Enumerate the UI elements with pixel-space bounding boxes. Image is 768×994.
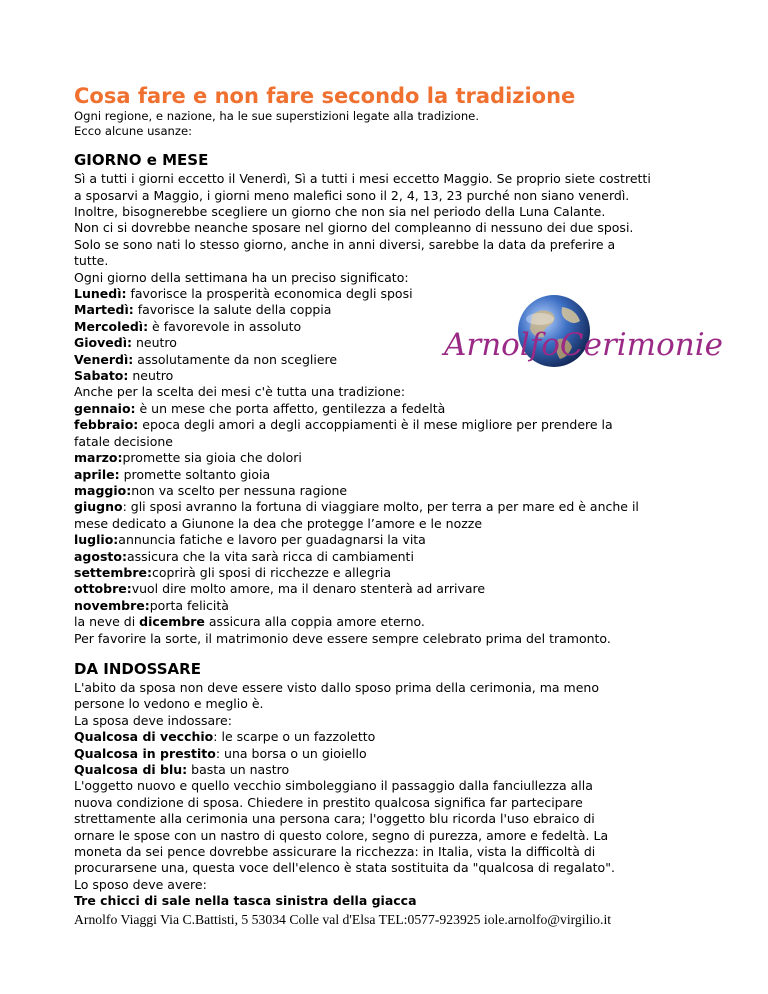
bold-term: Giovedì: <box>74 335 132 351</box>
section-heading-giorno-mese: GIORNO e MESE <box>74 151 209 170</box>
line-text: La sposa deve indossare: <box>74 712 232 728</box>
line-text: annuncia fatiche e lavoro per guadagnarsi la vita <box>118 532 426 548</box>
text-line <box>74 483 714 499</box>
line-text: a sposarvi a Maggio, i giorni meno malefici sono il 2, 4, 13, 23 purché non siano venerdì. <box>74 187 630 203</box>
line-text: non va scelto per nessuna ragione <box>131 482 348 498</box>
text-line <box>74 746 714 762</box>
line-text: Non ci si dovrebbe neanche sposare nel giorno del compleanno di nessuno dei due sposi. <box>74 220 634 236</box>
bold-term: Mercoledì: <box>74 318 149 334</box>
line-text: nuova condizione di sposa. Chiedere in prestito qualcosa significa far partecipare <box>74 794 583 810</box>
text-line <box>74 680 714 696</box>
text-line <box>74 795 714 811</box>
page-title: Cosa fare e non fare secondo la tradizione <box>74 84 576 108</box>
text-line <box>74 532 714 548</box>
line-text: porta felicità <box>149 597 229 613</box>
line-text: L'abito da sposa non deve essere visto dallo sposo prima della cerimonia, ma meno <box>74 679 599 695</box>
line-text: promette soltanto gioia <box>119 466 271 482</box>
line-text: Ogni giorno della settimana ha un preciso significato: <box>74 269 409 285</box>
line-text: ornare le spose con un nastro di questo colore, segno di purezza, amore e fedeltà. La <box>74 827 609 843</box>
line-text: promette sia gioia che dolori <box>122 450 302 466</box>
text-line <box>74 384 714 400</box>
line-text: Solo se sono nati lo stesso giorno, anche in anni diversi, sarebbe la data da preferire a <box>74 236 616 252</box>
bold-term: marzo: <box>74 450 123 466</box>
bold-term: luglio: <box>74 532 119 548</box>
line-text: L'oggetto nuovo e quello vecchio simboleggiano il passaggio dalla fanciullezza alla <box>74 778 593 794</box>
section-giorno-mese <box>74 171 714 647</box>
line-text: fatale decisione <box>74 433 173 449</box>
text-line <box>74 844 714 860</box>
text-line <box>74 729 714 745</box>
line-text: è un mese che porta affetto, gentilezza a fedeltà <box>135 400 446 416</box>
line-text: è favorevole in assoluto <box>148 318 302 334</box>
intro-line: Ogni regione, e nazione, ha le sue superstizioni legate alla tradizione. <box>74 109 480 123</box>
text-line <box>74 204 714 220</box>
line-text: Anche per la scelta dei mesi c'è tutta una tradizione: <box>74 384 406 400</box>
line-text: Inoltre, bisognerebbe scegliere un giorno che non sia nel periodo della Luna Calante. <box>74 204 606 219</box>
text-line <box>74 270 714 286</box>
text-line <box>74 598 714 614</box>
bold-term: agosto: <box>74 548 127 564</box>
text-line <box>74 188 714 204</box>
text-line <box>74 877 714 893</box>
text-line <box>74 828 714 844</box>
bold-term: gennaio: <box>74 400 136 416</box>
line-text: Sì a tutti i giorni eccetto il Venerdì, Sì a tutti i mesi eccetto Maggio. Se proprio siete costretti <box>74 171 651 187</box>
line-text: coprirà gli sposi di ricchezze e allegria <box>151 564 392 580</box>
text-line <box>74 713 714 729</box>
text-line <box>74 171 714 187</box>
text-line <box>74 860 714 876</box>
section-da-indossare <box>74 680 714 910</box>
text-line <box>74 467 714 483</box>
text-line <box>74 253 714 269</box>
bold-term: febbraio: <box>74 417 139 433</box>
line-text: Lo sposo deve avere: <box>74 876 207 892</box>
text-line <box>74 893 714 909</box>
text-line <box>74 778 714 794</box>
intro <box>74 109 714 138</box>
bold-term: dicembre <box>139 614 205 630</box>
bold-term: aprile: <box>74 466 120 482</box>
line-text: : gli sposi avranno la fortuna di viaggiare molto, per terra a per mare ed è anche il <box>122 499 639 515</box>
text-line <box>74 450 714 466</box>
line-text: assicura alla coppia amore eterno. <box>204 614 425 630</box>
arnolfo-cerimonie-logo <box>436 293 723 383</box>
text-line <box>74 565 714 581</box>
bold-term: settembre: <box>74 564 152 580</box>
text-line <box>74 220 714 236</box>
line-text: strettamente alla cerimonia una persona cara; l'oggetto blu ricorda l'uso ebraico di <box>74 811 595 827</box>
line-text: : una borsa o un gioiello <box>215 745 367 761</box>
text-line <box>74 696 714 712</box>
text-line <box>74 762 714 778</box>
section-heading-da-indossare: DA INDOSSARE <box>74 659 201 678</box>
bold-term: novembre: <box>74 597 150 613</box>
bold-term: Lunedì: <box>74 286 127 302</box>
line-text: : le scarpe o un fazzoletto <box>213 729 376 745</box>
text-line <box>74 401 714 417</box>
bold-term: Martedì: <box>74 302 134 318</box>
line-text: persone lo vedono e meglio è. <box>74 696 264 712</box>
text-line <box>74 614 714 630</box>
text-line <box>74 499 714 515</box>
line-text: neutro <box>128 368 174 384</box>
text-line <box>74 417 714 433</box>
bold-term: maggio: <box>74 482 132 498</box>
bold-term: Qualcosa di vecchio <box>74 729 214 745</box>
line-text: neutro <box>132 335 177 351</box>
line-text: favorisce la prosperità economica degli sposi <box>126 286 413 302</box>
line-text: assolutamente da non scegliere <box>133 351 338 367</box>
line-text: Per favorire la sorte, il matrimonio deve essere sempre celebrato prima del tramonto. <box>74 630 611 646</box>
logo-text: ArnolfoCerimonie <box>444 327 723 363</box>
text-line <box>74 516 714 532</box>
text-line <box>74 581 714 597</box>
text-line <box>74 549 714 565</box>
line-text: procurarsene una, questa voce dell'elenco è stata sostituita da "qualcosa di regalato". <box>74 860 615 876</box>
line-text: epoca degli amori a degli accoppiamenti è il mese migliore per prendere la <box>138 417 613 433</box>
bold-term: Qualcosa in prestito <box>74 745 216 761</box>
bold-term: Qualcosa di blu: <box>74 762 188 777</box>
intro-line: Ecco alcune usanze: <box>74 123 193 138</box>
bold-term: Sabato: <box>74 368 129 384</box>
text-line <box>74 631 714 647</box>
bold-term: Venerdì: <box>74 351 134 367</box>
bold-term: ottobre: <box>74 581 132 597</box>
footer-contact: Arnolfo Viaggi Via C.Battisti, 5 53034 Colle val d'Elsa TEL:0577-923925 iole.arnolfo@virgilio.it <box>74 912 612 927</box>
bold-term: Tre chicci di sale nella tasca sinistra della giacca <box>74 893 417 909</box>
document-body <box>74 84 714 910</box>
line-text: basta un nastro <box>187 762 290 777</box>
line-text: tutte. <box>74 253 109 269</box>
line-text: moneta da sei pence dovrebbe assicurare la ricchezza: in Italia, vista la difficoltà di <box>74 844 596 860</box>
bold-term: giugno <box>74 499 123 515</box>
text-line <box>74 434 714 450</box>
line-text: assicura che la vita sarà ricca di cambiamenti <box>126 548 414 564</box>
line-prefix: la neve di <box>74 614 140 630</box>
line-text: favorisce la salute della coppia <box>133 302 332 318</box>
line-text: vuol dire molto amore, ma il denaro stenterà ad arrivare <box>131 581 486 597</box>
text-line <box>74 237 714 253</box>
text-line <box>74 811 714 827</box>
line-text: mese dedicato a Giunone la dea che protegge l’amore e le nozze <box>74 515 483 531</box>
